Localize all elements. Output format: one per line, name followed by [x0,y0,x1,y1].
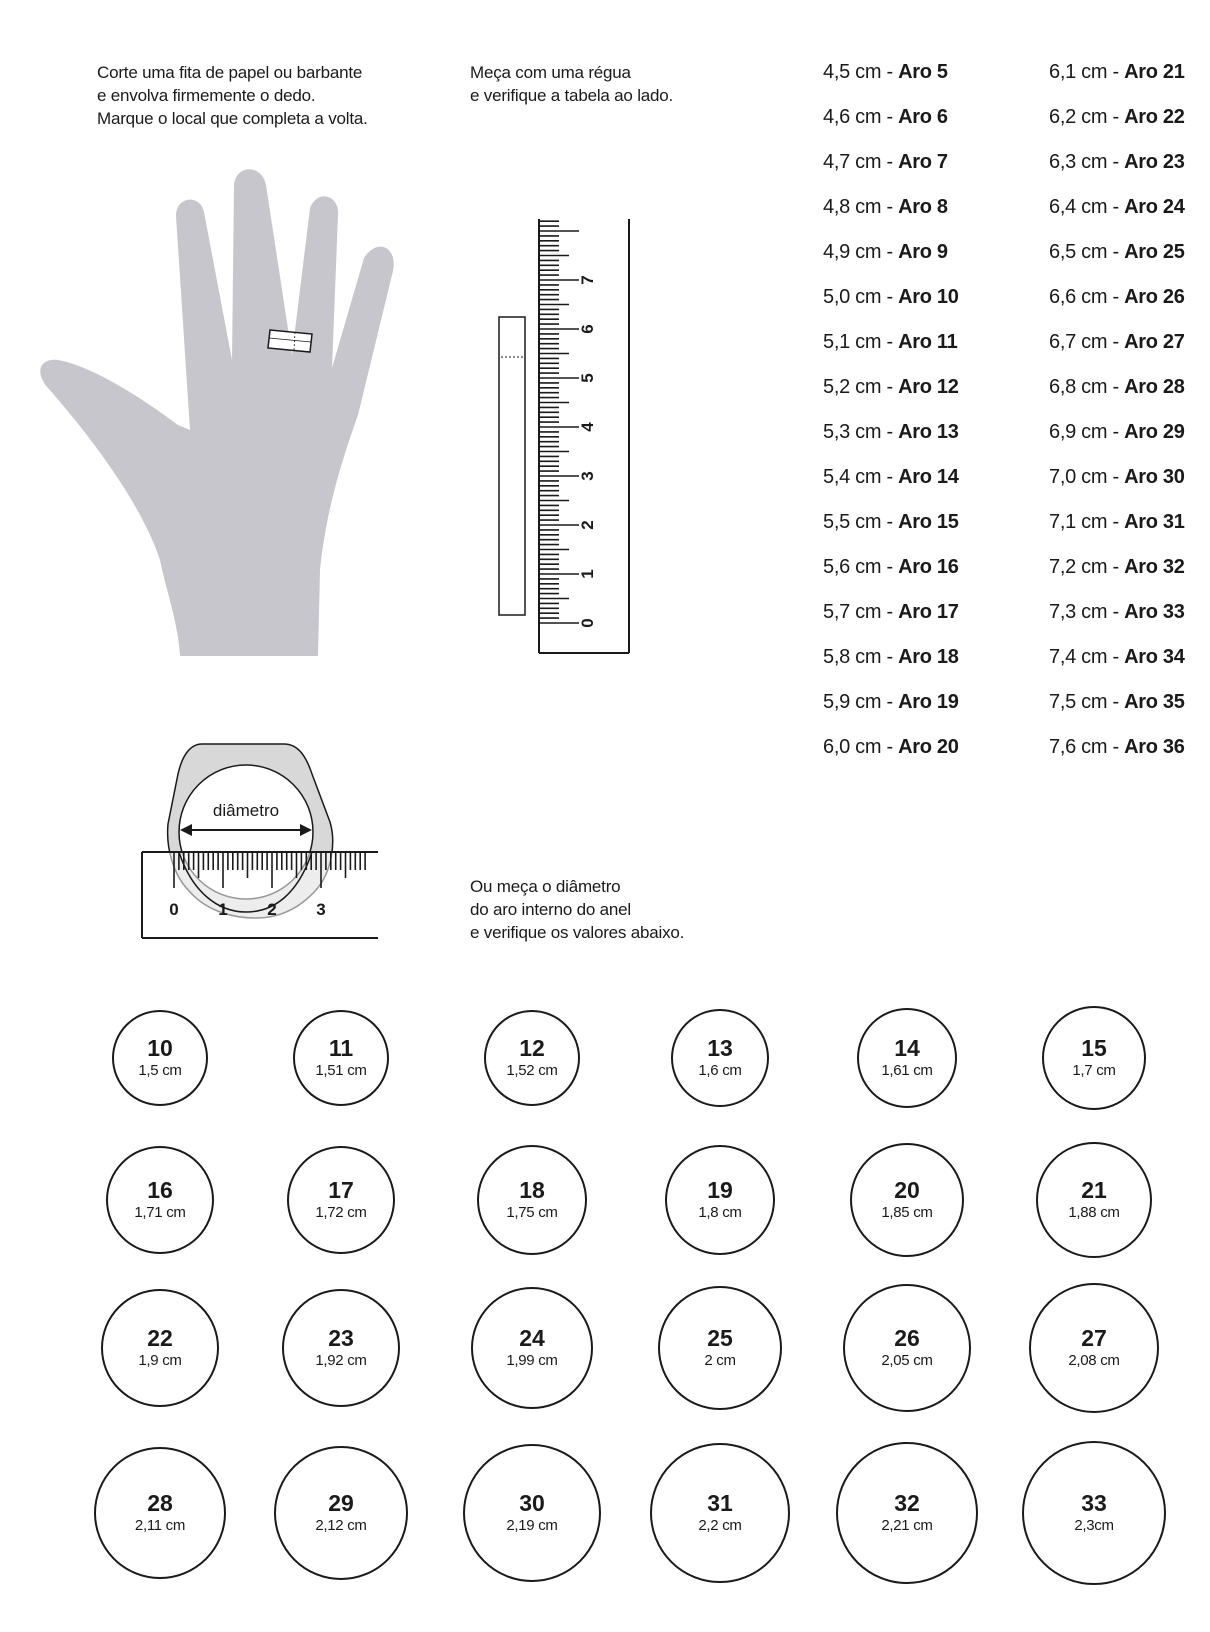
circle-aro-number: 23 [328,1325,354,1351]
size-row [1049,598,1185,643]
diameter-label: diâmetro [212,801,280,820]
circle-aro-number: 11 [328,1035,354,1061]
ring-size-circle [843,1284,971,1412]
circle-aro-number: 21 [1081,1177,1107,1203]
ruler-label: 6 [578,324,597,334]
size-aro: Aro 19 [898,691,959,713]
size-aro: Aro 12 [898,376,959,398]
size-aro: Aro 30 [1124,466,1185,488]
size-aro: Aro 32 [1124,556,1185,578]
size-row [1049,283,1185,328]
size-aro: Aro 9 [898,241,948,263]
size-row [823,643,959,688]
size-cm: 6,4 cm - [1049,196,1125,218]
size-row [823,598,959,643]
size-cm: 5,4 cm - [823,466,899,488]
size-cm: 7,5 cm - [1049,691,1125,713]
hand-silhouette [40,169,393,656]
circle-aro-number: 30 [519,1490,545,1516]
size-cm: 6,2 cm - [1049,106,1125,128]
ruler-label: 0 [578,618,597,628]
size-aro: Aro 8 [898,196,948,218]
size-cm: 6,5 cm - [1049,241,1125,263]
ring-size-circle [850,1143,964,1257]
ruler-ticks [539,221,579,623]
size-row [823,418,959,463]
instruction-line: e verifique os valores abaixo. [470,923,685,942]
ring-on-finger [268,330,312,352]
size-row [823,688,959,733]
size-aro: Aro 17 [898,601,959,623]
instruction-line: Marque o local que completa a volta. [97,109,368,128]
circle-diameter: 2,21 cm [881,1517,933,1534]
circle-aro-number: 31 [707,1490,733,1516]
scale-label-3: 3 [316,900,326,919]
circle-diameter: 2,2 cm [698,1517,742,1534]
size-aro: Aro 23 [1124,151,1185,173]
size-aro: Aro 25 [1124,241,1185,263]
circle-aro-number: 14 [894,1035,920,1061]
circle-aro-number: 28 [147,1490,173,1516]
size-aro: Aro 7 [898,151,948,173]
size-row [1049,328,1185,373]
circle-aro-number: 33 [1081,1490,1107,1516]
size-row [823,58,959,103]
instruction-line: e verifique a tabela ao lado. [470,86,674,105]
size-row [1049,418,1185,463]
circle-diameter: 1,52 cm [506,1062,558,1079]
size-cm: 6,7 cm - [1049,331,1125,353]
ruler-label: 2 [578,520,597,530]
size-cm: 7,2 cm - [1049,556,1125,578]
size-aro: Aro 11 [898,331,958,353]
size-cm: 7,3 cm - [1049,601,1125,623]
size-row [1049,553,1185,598]
circle-aro-number: 20 [894,1177,920,1203]
ring-size-circle [671,1009,769,1107]
circle-aro-number: 13 [707,1035,733,1061]
circle-diameter: 1,8 cm [698,1204,742,1221]
ring-size-circle [1029,1283,1159,1413]
size-aro: Aro 27 [1124,331,1185,353]
circle-aro-number: 25 [707,1325,733,1351]
circle-diameter: 2,3cm [1074,1517,1114,1534]
instruction-line: e envolva firmemente o dedo. [97,86,316,105]
ring-size-circle [94,1447,226,1579]
size-cm: 6,1 cm - [1049,61,1125,83]
size-row [1049,148,1185,193]
size-aro: Aro 31 [1124,511,1185,533]
ruler-label: 7 [578,275,597,285]
circle-diameter: 2,05 cm [881,1352,933,1369]
circle-diameter: 2,11 cm [134,1517,186,1534]
size-row [1049,463,1185,508]
ruler-label: 5 [578,373,597,383]
size-row [1049,58,1185,103]
size-cm: 4,9 cm - [823,241,899,263]
instructions-step2 [470,61,673,107]
circle-diameter: 1,51 cm [315,1062,367,1079]
circle-aro-number: 32 [894,1490,920,1516]
size-cm: 5,1 cm - [823,331,899,353]
size-aro: Aro 21 [1124,61,1185,83]
circle-diameter: 1,7 cm [1072,1062,1116,1079]
size-aro: Aro 14 [898,466,959,488]
ring-size-circle [287,1146,395,1254]
ring-size-circle [112,1010,208,1106]
size-aro: Aro 26 [1124,286,1185,308]
size-cm: 5,2 cm - [823,376,899,398]
scale-label-2: 2 [267,900,277,919]
size-row [823,328,959,373]
scale-label-1: 1 [218,900,228,919]
circle-aro-number: 17 [328,1177,354,1203]
circle-diameter: 1,9 cm [138,1352,182,1369]
size-row [1049,643,1185,688]
ruler-label: 4 [578,422,597,432]
circle-aro-number: 10 [147,1035,173,1061]
circle-diameter: 1,5 cm [138,1062,182,1079]
size-aro: Aro 6 [898,106,948,128]
size-cm: 7,6 cm - [1049,736,1125,758]
circle-aro-number: 12 [519,1035,545,1061]
size-cm: 7,1 cm - [1049,511,1125,533]
circle-diameter: 1,88 cm [1068,1204,1120,1221]
size-aro: Aro 20 [898,736,959,758]
instructions-step3 [470,875,684,944]
size-row [1049,103,1185,148]
ring-size-circle [1036,1142,1152,1258]
size-table-left [823,58,959,778]
circle-diameter: 1,92 cm [315,1352,367,1369]
size-aro: Aro 34 [1124,646,1185,668]
ring-size-circle [463,1444,601,1582]
size-cm: 4,7 cm - [823,151,899,173]
vertical-ruler [495,215,635,655]
size-aro: Aro 28 [1124,376,1185,398]
size-table-right [1049,58,1185,778]
circle-aro-number: 27 [1081,1325,1107,1351]
ring-size-circle [477,1145,587,1255]
circle-diameter: 1,72 cm [315,1204,367,1221]
circle-diameter: 1,71 cm [134,1204,186,1221]
size-row [1049,193,1185,238]
circle-diameter: 1,61 cm [881,1062,933,1079]
instructions-step1 [97,61,368,130]
ring-size-circle [665,1145,775,1255]
ring-size-circle [658,1286,782,1410]
size-cm: 6,0 cm - [823,736,899,758]
circle-aro-number: 15 [1081,1035,1107,1061]
size-aro: Aro 10 [898,286,959,308]
size-row [1049,733,1185,778]
circle-diameter: 2,19 cm [506,1517,558,1534]
ruler-labels [578,275,597,627]
circle-diameter: 2,08 cm [1068,1352,1120,1369]
size-aro: Aro 13 [898,421,959,443]
bottom-ruler [142,852,378,938]
circle-diameter: 1,99 cm [506,1352,558,1369]
ring-diameter-figure [138,742,383,942]
size-cm: 4,6 cm - [823,106,899,128]
circle-diameter: 1,6 cm [698,1062,742,1079]
size-row [1049,373,1185,418]
size-aro: Aro 16 [898,556,959,578]
size-aro: Aro 5 [898,61,948,83]
ring-size-circle [274,1446,408,1580]
size-aro: Aro 18 [898,646,959,668]
size-cm: 5,7 cm - [823,601,899,623]
ring-size-circle [106,1146,214,1254]
circle-aro-number: 24 [519,1325,545,1351]
size-row [823,148,959,193]
ring-size-circle [1042,1006,1146,1110]
size-row [823,283,959,328]
circle-aro-number: 19 [707,1177,733,1203]
size-cm: 6,6 cm - [1049,286,1125,308]
instruction-line: do aro interno do anel [470,900,632,919]
instruction-line: Meça com uma régua [470,63,631,82]
hand-illustration [30,160,400,660]
ring-size-circle [101,1289,219,1407]
circle-diameter: 2,12 cm [315,1517,367,1534]
size-cm: 6,3 cm - [1049,151,1125,173]
size-cm: 6,9 cm - [1049,421,1125,443]
size-cm: 5,6 cm - [823,556,899,578]
size-cm: 5,5 cm - [823,511,899,533]
size-row [823,193,959,238]
ring-size-circle [471,1287,593,1409]
ring-size-circle [836,1442,978,1584]
size-aro: Aro 35 [1124,691,1185,713]
scale-label-0: 0 [169,900,179,919]
size-cm: 4,5 cm - [823,61,899,83]
circle-aro-number: 16 [147,1177,173,1203]
ring-size-circle [293,1010,389,1106]
size-row [823,103,959,148]
circle-diameter: 1,85 cm [881,1204,933,1221]
size-row [823,463,959,508]
size-cm: 5,9 cm - [823,691,899,713]
size-row [1049,238,1185,283]
instruction-line: Corte uma fita de papel ou barbante [97,63,363,82]
circle-aro-number: 22 [147,1325,173,1351]
ring-size-circle [282,1289,400,1407]
size-row [823,553,959,598]
ruler-label: 1 [578,569,597,579]
ring-size-circle [857,1008,957,1108]
circle-aro-number: 26 [894,1325,920,1351]
size-aro: Aro 22 [1124,106,1185,128]
size-row [1049,508,1185,553]
circle-aro-number: 18 [519,1177,545,1203]
size-aro: Aro 24 [1124,196,1185,218]
size-aro: Aro 15 [898,511,959,533]
size-cm: 6,8 cm - [1049,376,1125,398]
ring-size-circle [484,1010,580,1106]
size-row [823,373,959,418]
size-row [1049,688,1185,733]
size-cm: 4,8 cm - [823,196,899,218]
circle-aro-number: 29 [328,1490,354,1516]
ring-size-circle [650,1443,790,1583]
size-row [823,508,959,553]
ruler-label: 3 [578,471,597,481]
circle-diameter: 1,75 cm [506,1204,558,1221]
ring-size-circle [1022,1441,1166,1585]
size-cm: 7,0 cm - [1049,466,1125,488]
size-aro: Aro 33 [1124,601,1185,623]
size-cm: 5,0 cm - [823,286,899,308]
size-aro: Aro 36 [1124,736,1185,758]
size-cm: 5,3 cm - [823,421,899,443]
size-aro: Aro 29 [1124,421,1185,443]
paper-strip [499,317,525,615]
size-cm: 5,8 cm - [823,646,899,668]
size-row [823,733,959,778]
instruction-line: Ou meça o diâmetro [470,877,621,896]
size-cm: 7,4 cm - [1049,646,1125,668]
size-row [823,238,959,283]
circle-diameter: 2 cm [704,1352,736,1369]
